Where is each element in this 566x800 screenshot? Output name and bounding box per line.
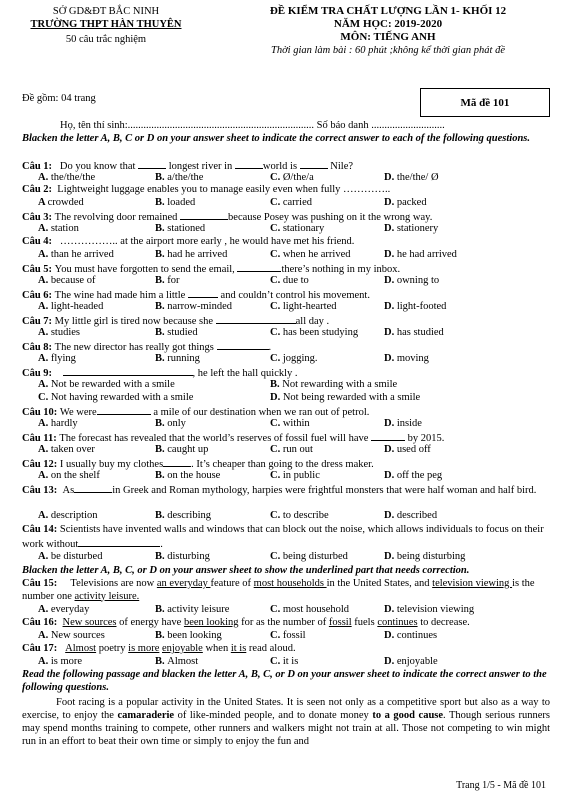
options-17: A. is more B. Almost C. it is D. enjoyable (38, 656, 438, 667)
time-info: Thời gian làm bài : 60 phút ;không kể thời gian phát đề (270, 45, 506, 56)
options-9b: C. Not having rewarded with a smile D. Not being rewarded with a smile (38, 392, 421, 403)
question-13: Câu 13: As in Greek and Roman mythology, harpies were frightful monsters that were half woman and half bird. (22, 485, 537, 496)
question-6: Câu 6: The wine had made him a little and couldn’t control his movement. (22, 290, 370, 301)
options-2: A crowded B. loaded C. carried D. packed (38, 197, 427, 208)
options-5: A. because of B. for C. due to D. owning to (38, 275, 440, 286)
header-left (6, 5, 206, 46)
options-1: A. the/the/the B. a/the/the C. Ø/the/a D. the/the/ Ø (38, 172, 439, 183)
question-3: Câu 3: The revolving door remained because Posey was pushing on it the wrong way. (22, 212, 433, 223)
subject: MÔN: TIẾNG ANH (340, 31, 436, 43)
options-8: A. flying B. running C. jogging. D. moving (38, 353, 429, 364)
options-9a: A. Not be rewarded with a smile B. Not rewarding with a smile (38, 379, 398, 390)
page-footer: Trang 1/5 - Mã đề 101 (456, 780, 546, 791)
question-10: Câu 10: We were a mile of our destination when we ran out of petrol. (22, 407, 370, 418)
question-4: Câu 4: …………….. at the airport more early , he would have met his friend. (22, 236, 355, 247)
options-6: A. light-headed B. narrow-minded C. light-hearted D. light-footed (38, 301, 447, 312)
question-15: Câu 15: Televisions are now an everyday feature of most households in the United States, and television viewing is the number one activity leisure. (22, 578, 535, 602)
question-9: Câu 9: , he left the hall quickly . (22, 368, 298, 379)
question-14: Câu 14: Scientists have invented walls and windows that can block out the noise, which allows individuals to focus on their work without . (22, 524, 544, 550)
options-10: A. hardly B. only C. within D. inside (38, 418, 422, 429)
question-17: Câu 17: Almost poetry is more enjoyable when it is read aloud. (22, 643, 296, 654)
department: SỞ GD&ĐT BẮC NINH (52, 6, 160, 17)
options-15: A. everyday B. activity leisure C. most household D. television viewing (38, 604, 475, 615)
question-5: Câu 5: You must have forgotten to send the email, there’s nothing in my inbox. (22, 264, 401, 275)
instruction-3: Read the following passage and blacken the letter A, B, C, or D on your answer sheet to indicate the correct answer to the following questions. (22, 669, 547, 693)
question-1: Câu 1: Do you know that longest river in world is Nile? (22, 161, 354, 172)
instruction-2: Blacken the letter A, B, C, or D on your answer sheet to show the underlined part that needs correction. (22, 565, 470, 576)
question-8: Câu 8: The new director has really got things . (22, 342, 272, 353)
options-7: A. studies B. studied C. has been studying D. has studied (38, 327, 444, 338)
reading-passage: Foot racing is a popular activity in the United States. It is seen not only as a competitive sport but also as a way to exercise, to enjoy the camaraderie of like-minded people, and to donate money to a good cause. Though serious runners may spend months training to compete, other runners and walkers might not train at all. Those not competing to win might run in an effort to beat their own time or simply to enjoy the fun and (22, 697, 550, 747)
question-16: Câu 16: New sources of energy have been looking for as the number of fossil fuels continues to decrease. (22, 617, 470, 628)
question-12: Câu 12: I usually buy my clothes . It’s cheaper than going to the dress maker. (22, 459, 374, 470)
question-2: Câu 2: Lightweight luggage enables you to manage easily even when fully ………….. (22, 184, 391, 195)
options-16: A. New sources B. been looking C. fossil D. continues (38, 630, 438, 641)
options-3: A. station B. stationed C. stationary D. stationery (38, 223, 439, 234)
options-4: A. than he arrived B. had he arrived C. when he arrived D. he had arrived (38, 249, 457, 260)
page-count: Đề gồm: 04 trang (22, 93, 96, 104)
options-11: A. taken over B. caught up C. run out D. used off (38, 444, 431, 455)
options-12: A. on the shelf B. on the house C. in public D. off the peg (38, 470, 443, 481)
question-7: Câu 7: My little girl is tired now because she all day . (22, 316, 330, 327)
exam-title: ĐỀ KIỂM TRA CHẤT LƯỢNG LẦN 1- KHỐI 12 (269, 5, 507, 17)
instruction-1: Blacken the letter A, B, C or D on your answer sheet to indicate the correct answer to each of the following questions. (22, 133, 531, 144)
header-right (212, 5, 564, 57)
candidate-info-line: Họ, tên thí sinh:....................................................................... Số báo danh ............................ (60, 120, 445, 131)
school-year: NĂM HỌC: 2019-2020 (333, 18, 443, 30)
question-11: Câu 11: The forecast has revealed that the world’s reserves of fossil fuel will have by 2015. (22, 433, 445, 444)
options-13: A. description B. describing C. to describe D. described (38, 510, 438, 521)
exam-code-box: Mã đề 101 (420, 88, 550, 117)
school-name: TRƯỜNG THPT HÀN THUYÊN (30, 19, 182, 30)
question-count: 50 câu trắc nghiệm (65, 34, 147, 45)
options-14: A. be disturbed B. disturbing C. being disturbed D. being disturbing (38, 551, 466, 562)
